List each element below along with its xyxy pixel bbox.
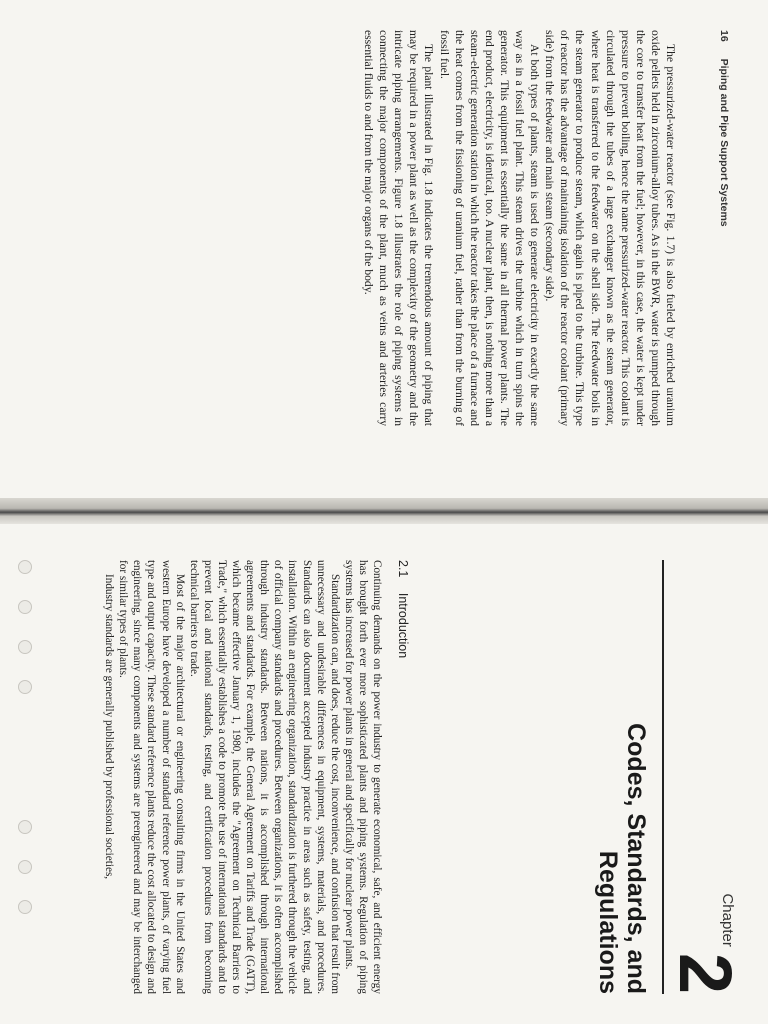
left-page — [0, 0, 768, 500]
section-heading — [396, 560, 410, 1000]
paragraph: The pressurized-water reactor (see Fig. 1.7) is also fueled by enriched uranium oxide pellets held in zirconium-alloy tubes. As in the BWR, water is pumped through the core to transfer heat from the fuel; however, in this case, the water is kept under pressure to prevent boiling, hence the name pressurized-water reactor. This coolant is circulated through the tubes of a large exchanger known as the steam generator, where heat is transferred to the feedwater on the shell side. The feedwater boils in the steam generator to produce steam, which again is piped to the turbine. This type of reactor has the advantage of maintaining isolation of the reactor coolant (primary side) from the feedwater and main steam (secondary side). — [543, 30, 677, 426]
paragraph: At both types of plants, steam is used to generate electricity in exactly the same way as in a fossil fuel plant. This steam drives the turbine which in turn spins the generator. This equipment is essentially the same in all thermal power plants. The end product, electricity, is identical, too. A nuclear plant, then, is nothing more than a steam-electric generation station in which the reactor takes the place of a furnace and the heat comes from the fissioning of uranium fuel, rather than from the burning of fossil fuel. — [437, 30, 542, 426]
chapter-title-line: Regulations — [594, 850, 622, 994]
binder-hole — [18, 600, 32, 614]
chapter-title-line: Codes, Standards, and — [622, 723, 650, 994]
chapter-title — [594, 723, 650, 994]
binder-hole — [18, 640, 32, 654]
right-page-body — [102, 560, 384, 994]
paragraph: The plant illustrated in Fig. 1.8 indicates the tremendous amount of piping that may be required in a power plant as well as the complexity of the geometry and the intricate piping arrangements. Figure 1.8 illustrates the role of piping systems in connecting the major components of the plant, much as veins and arteries carry essential fluids to and from the major organs of the body. — [362, 30, 436, 426]
paragraph: Most of the major architectural or engineering consulting firms in the United States and western Europe have developed a number of standard reference power plants, of varying fuel type and output capacity. These standard reference plants reduce the cost allocated to design and engineering, since many components and systems are preengineered and may be interchanged for similar types of plants. — [117, 560, 186, 994]
paragraph: Standardization can, and does, reduce the cost, inconvenience, and confusion that result from unnecessary and undesirable differences in equipment, systems, materials, and procedures. Standards can also document accepted industry practice in areas such as safety, testing, and installation. Within an engineering organization, standardization is furthered through the vehicle of official company standards and procedures. Between organizations, it is often accomplished through industry standards. Between nations, it is accomplished through international agreements and standards. For example, the General Agreement on Tariffs and Trade (GATT), which became effective January 1, 1980, includes the "Agreement on Technical Barriers to Trade," which essentially establishes a code to promote the use of international standards and to prevent local and national standards, testing, and certification procedures from becoming technical barriers to trade. — [187, 560, 341, 994]
right-page — [0, 520, 768, 1024]
binder-hole — [18, 900, 32, 914]
binder-hole — [18, 680, 32, 694]
chapter-heading — [664, 893, 747, 994]
binder-holes — [12, 0, 32, 1024]
binder-hole — [18, 860, 32, 874]
chapter-number: 2 — [664, 952, 747, 994]
page-number: 16 — [718, 30, 730, 42]
running-head — [718, 30, 730, 227]
chapter-rule — [662, 560, 664, 994]
binder-hole — [18, 560, 32, 574]
paragraph: Continuing demands on the power industry to generate economical, safe, and efficient energy has brought forth ever more sophisticated plants and piping systems. Regulation of piping systems has increased for power plants in general and specifically for nuclear power plants. — [342, 560, 383, 994]
paragraph: Industry standards are generally published by professional societies, — [103, 574, 116, 880]
left-page-body — [361, 30, 678, 426]
binder-hole — [18, 820, 32, 834]
chapter-label: Chapter — [719, 893, 736, 947]
section-number: 2.1 — [396, 560, 410, 578]
section-title: Introduction — [396, 592, 410, 659]
running-head-title: Piping and Pipe Support Systems — [718, 58, 730, 227]
